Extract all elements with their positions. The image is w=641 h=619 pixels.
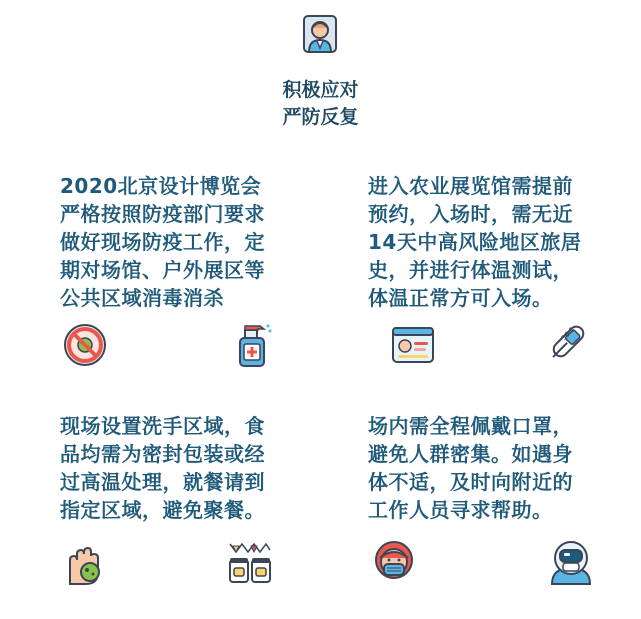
no-virus-icon xyxy=(62,322,108,368)
page-title-line-2: 严防反复 xyxy=(282,106,359,128)
page-title-line-1: 积极应对 xyxy=(282,79,359,101)
protective-suit-icon xyxy=(548,538,594,586)
sanitizer-spray-icon xyxy=(228,320,274,366)
health-id-card-icon xyxy=(390,322,436,368)
hand-virus-icon xyxy=(62,542,108,588)
section-3-text: 现场设置洗手区域，食 品均需为密封包装或经 过高温处理，就餐请到 指定区域，避免聚餐。 xyxy=(60,414,265,522)
food-containers-icon xyxy=(226,540,272,586)
thermometer-icon xyxy=(542,322,588,368)
section-2-text: 进入农业展览馆需提前 预约，入场时，需无近 14天中高风险地区旅居 史，并进行体温测试， 体温正常方可入场。 xyxy=(368,174,582,310)
masked-person-icon xyxy=(370,538,418,586)
svg-text:36.5: 36.5 xyxy=(559,325,577,343)
section-4-text: 场内需全程佩戴口罩， 避免人群密集。如遇身 体不适，及时向附近的 工作人员寻求帮助。 xyxy=(368,414,573,522)
doctor-icon xyxy=(298,12,342,56)
section-1-text: 2020北京设计博览会 严格按照防疫部门要求 做好现场防疫工作，定 期对场馆、户外展区等 公共区域消毒消杀 xyxy=(60,174,265,310)
